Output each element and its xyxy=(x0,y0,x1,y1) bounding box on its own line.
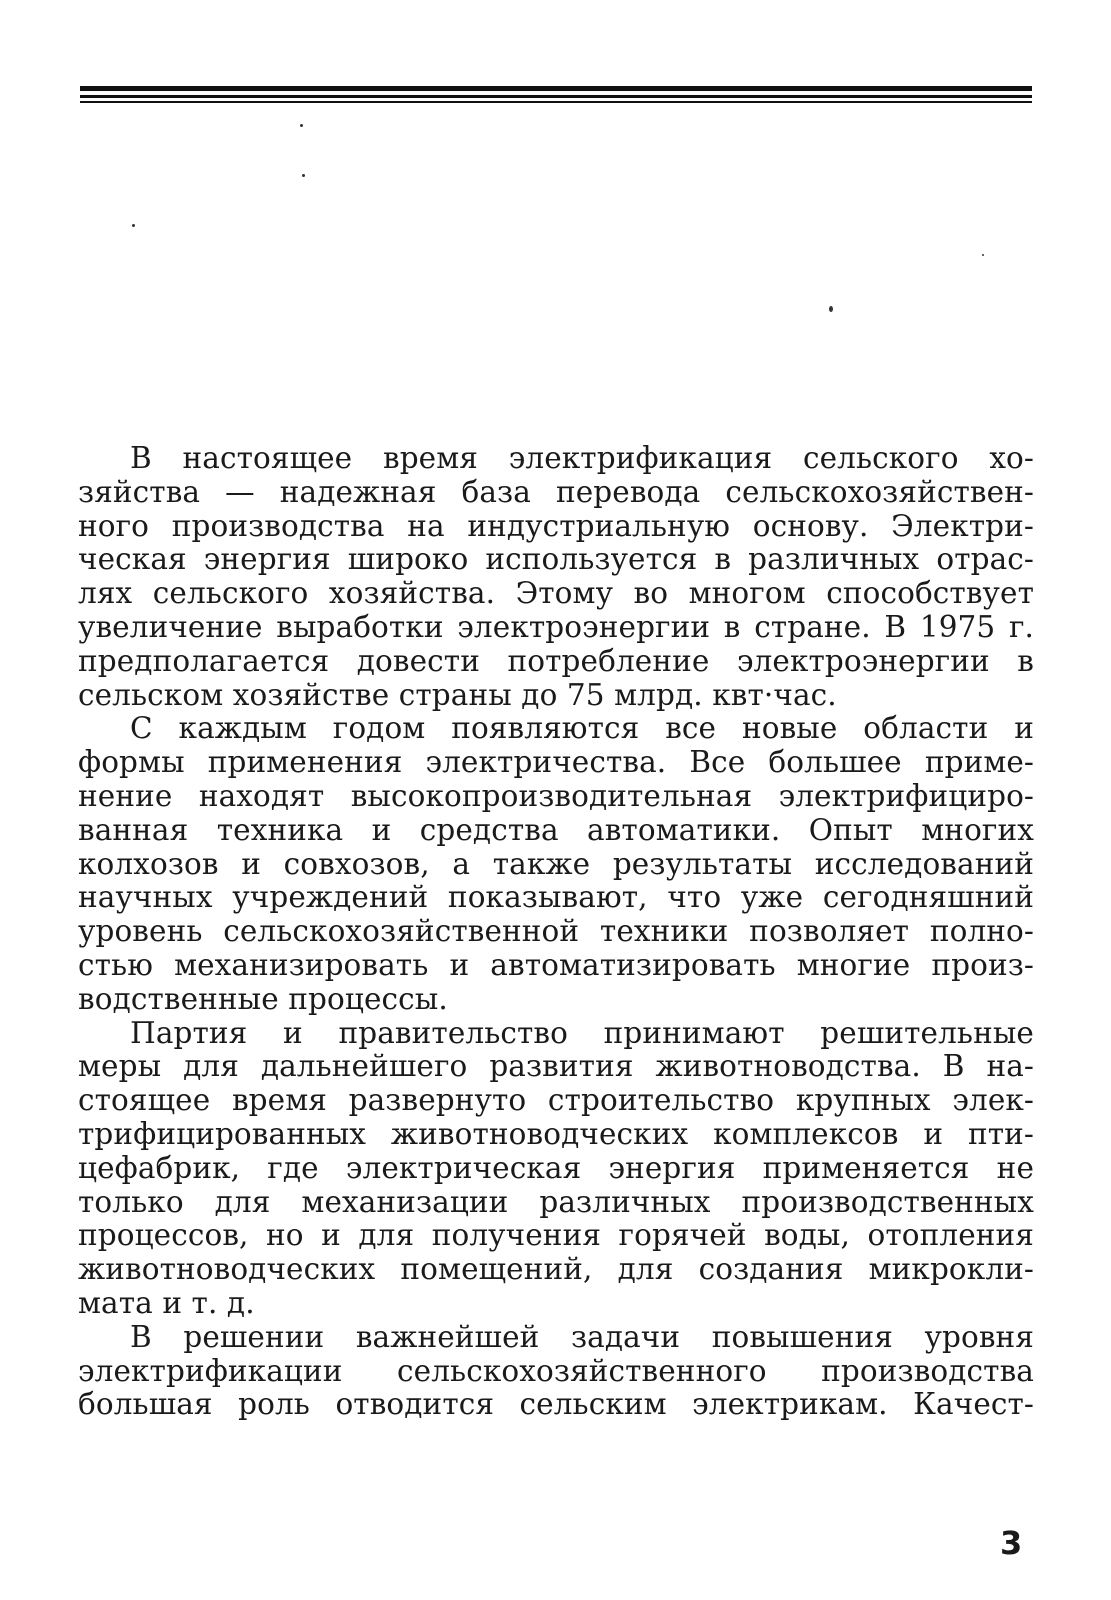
text-line: сельском хозяйстве страны до 75 млрд. квт·час. xyxy=(78,677,837,712)
print-speck xyxy=(132,224,135,227)
text-line: Партия и правительство принимают решительные xyxy=(130,1015,1034,1050)
text-line: лях сельского хозяйства. Этому во многом способствует xyxy=(78,576,1034,611)
text-line: только для механизации различных производственных xyxy=(78,1184,1034,1219)
text-line: В настоящее время электрификация сельского хо- xyxy=(130,441,1034,475)
text-line: формы применения электричества. Все большее приме- xyxy=(78,745,1034,780)
text-line: нение находят высокопроизводительная электрифициро- xyxy=(78,778,1034,813)
text-line: большая роль отводится сельским электрикам. Качест- xyxy=(78,1387,1034,1422)
print-speck xyxy=(982,254,984,256)
header-rule-middle xyxy=(80,95,1032,98)
header-rule-thin xyxy=(80,101,1032,103)
text-line: ного производства на индустриальную основу. Электри- xyxy=(78,508,1034,543)
text-line: электрификации сельскохозяйственного производства xyxy=(78,1353,1034,1388)
text-line: зяйства — надежная база перевода сельскохозяйствен- xyxy=(78,474,1034,509)
print-speck xyxy=(302,174,305,177)
print-speck xyxy=(829,306,833,312)
text-line: уровень сельскохозяйственной техники позволяет полно- xyxy=(78,914,1034,949)
text-line: научных учреждений показывают, что уже сегодняшний xyxy=(78,880,1034,915)
paragraph-2 xyxy=(78,712,1034,1016)
page-number: 3 xyxy=(1000,1524,1023,1562)
text-line: животноводческих помещений, для создания микрокли- xyxy=(78,1252,1034,1287)
text-line: С каждым годом появляются все новые области и xyxy=(130,711,1034,746)
text-line: колхозов и совхозов, а также результаты исследований xyxy=(78,846,1034,881)
header-rule-thick xyxy=(80,86,1032,91)
text-line: меры для дальнейшего развития животноводства. В на- xyxy=(78,1049,1034,1084)
text-line: цефабрик, где электрическая энергия применяется не xyxy=(78,1150,1034,1185)
paragraph-4 xyxy=(78,1321,1034,1422)
text-line: ческая энергия широко используется в различных отрас- xyxy=(78,542,1034,577)
print-speck xyxy=(300,124,303,127)
text-line: трифицированных животноводческих комплексов и пти- xyxy=(78,1116,1034,1151)
body-text xyxy=(78,442,1034,1422)
paragraph-1 xyxy=(78,442,1034,712)
text-line: увеличение выработки электроэнергии в стране. В 1975 г. xyxy=(78,609,1034,644)
text-line: ванная техника и средства автоматики. Опыт многих xyxy=(78,812,1034,847)
text-line: стью механизировать и автоматизировать многие произ- xyxy=(78,947,1034,982)
paragraph-3 xyxy=(78,1017,1034,1321)
text-line: стоящее время развернуто строительство крупных элек- xyxy=(78,1083,1034,1118)
text-line: процессов, но и для получения горячей воды, отопления xyxy=(78,1218,1034,1253)
text-line: мата и т. д. xyxy=(78,1285,255,1320)
text-line: В решении важнейшей задачи повышения уровня xyxy=(130,1319,1034,1354)
text-line: водственные процессы. xyxy=(78,981,448,1016)
text-line: предполагается довести потребление электроэнергии в xyxy=(78,643,1034,678)
